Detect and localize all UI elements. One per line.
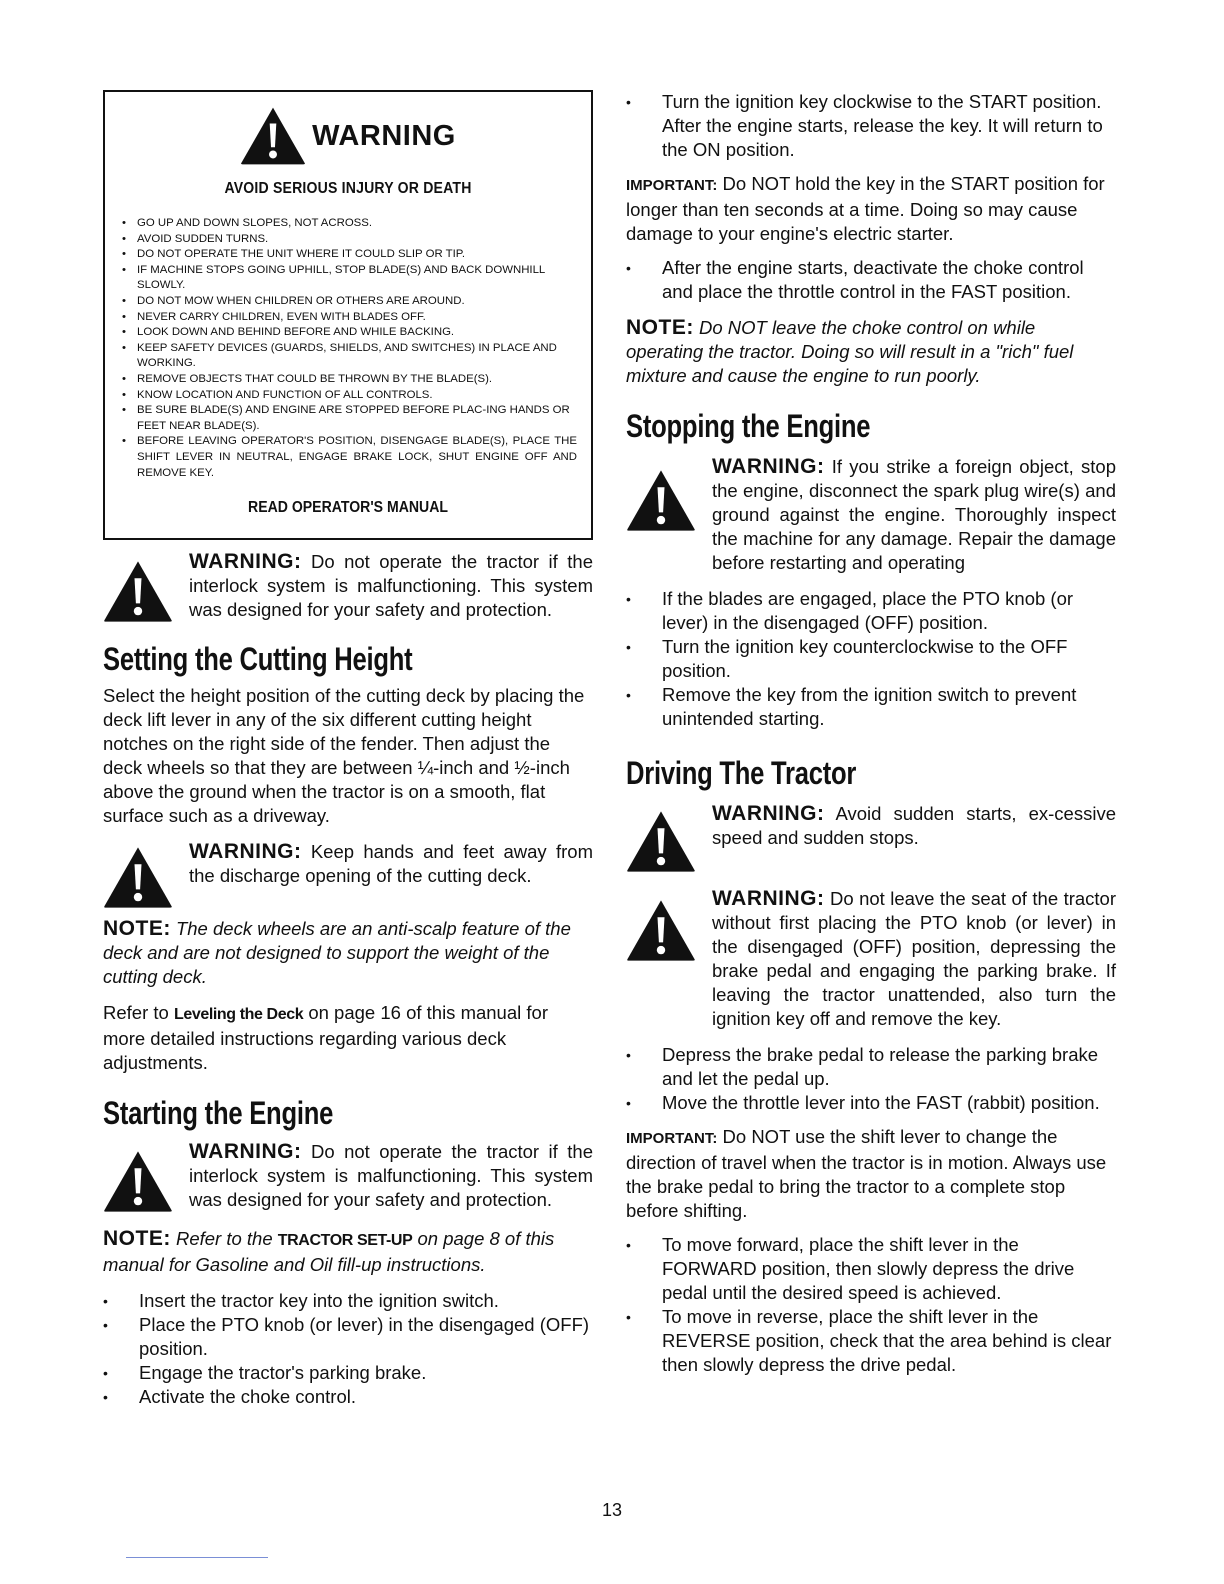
list-item: • DO NOT MOW WHEN CHILDREN OR OTHERS ARE AROUND. [119,294,577,310]
warning-box-header [119,106,577,166]
page-number: 13 [601,1500,623,1520]
choke-step [626,256,1116,304]
list-item: • REMOVE OBJECTS THAT COULD BE THROWN BY THE BLADE(S). [119,372,577,388]
list-item: • Turn the ignition key clockwise to the START position. After the engine starts, release the key. It will return to the ON position. [626,90,1116,162]
choke-note: NOTE: Do NOT leave the choke control on while operating the tractor. Doing so will result in a "rich" fuel mixture and cause the engine to run poorly. [626,316,1074,386]
warning-text: Do not operate the tractor if the interlock system is malfunctioning. This system was designed for your safety and protection. [189,551,593,620]
warning-triangle-icon [626,810,696,873]
list-item: • BEFORE LEAVING OPERATOR'S POSITION, DISENGAGE BLADE(S), PLACE THE SHIFT LEVER IN NEUTRAL, ENGAGE BRAKE LOCK, SHUT ENGINE OFF AND REMOVE KEY. [119,434,577,481]
section-heading-starting: Starting the Engine [103,1095,334,1131]
list-item: • Remove the key from the ignition switch to prevent unintended starting. [626,683,1116,731]
list-item: • To move forward, place the shift lever in the FORWARD position, then slowly depress the drive pedal until the desired speed is achieved. [626,1233,1116,1305]
direction-steps [626,1233,1116,1377]
warning-box-footer: READ OPERATOR'S MANUAL [248,499,448,517]
list-item: • IF MACHINE STOPS GOING UPHILL, STOP BLADE(S) AND BACK DOWNHILL SLOWLY. [119,263,577,294]
warning-label: WARNING: [189,550,302,573]
list-item: • BE SURE BLADE(S) AND ENGINE ARE STOPPED BEFORE PLAC-ING HANDS OR FEET NEAR BLADE(S). [119,403,577,434]
starting-warning [103,1140,593,1213]
important-start-note: IMPORTANT: Do NOT hold the key in the START position for longer than ten seconds at a time. Doing so may cause damage to your engine's electric starter. [626,173,1105,244]
important-label: IMPORTANT: [626,177,718,194]
warning-text: Do not operate the tractor if the interlock system is malfunctioning. This system was designed for your safety and protection. [189,1141,593,1210]
right-column [626,90,1116,1377]
interlock-warning [103,550,593,623]
foreign-object-warning: WARNING: If you strike a foreign object, stop the engine, disconnect the spark plug wire(s) and ground against the engine. Thoroughly inspect the machine for any damage. Repair the damage before restarting and operating [626,455,1116,575]
warning-triangle-icon [626,469,696,532]
section-heading-cutting-height: Setting the Cutting Height [103,641,413,677]
safety-warning-box [103,90,593,540]
warning-label: WARNING: [712,802,825,825]
warning-triangle-icon [103,560,173,623]
cutting-height-body: Select the height position of the cutting deck by placing the deck lift lever in any of the six different cutting height notches on the right side of the fender. Then adjust the deck wheels so that they are between ¼-inch and ½-inch above the ground when the tractor is on a smooth, flat surface such as a driveway. [103,685,585,826]
sudden-starts-warning: WARNING: Avoid sudden starts, ex-cessive speed and sudden stops. [626,802,1116,873]
list-item: • KNOW LOCATION AND FUNCTION OF ALL CONTROLS. [119,388,577,404]
start-key-step [626,90,1116,162]
warning-label: WARNING: [712,887,825,910]
warning-box-title: WARNING [312,119,456,152]
list-item: • Activate the choke control. [103,1385,593,1409]
list-item: • AVOID SUDDEN TURNS. [119,232,577,248]
warning-triangle-icon [103,846,173,909]
important-label: IMPORTANT: [626,1130,718,1147]
warning-label: WARNING: [189,840,302,863]
section-heading-driving: Driving The Tractor [626,755,857,791]
list-item: • GO UP AND DOWN SLOPES, NOT ACROSS. [119,216,577,232]
section-heading-stopping: Stopping the Engine [626,408,871,444]
starting-steps [103,1289,593,1409]
leave-seat-warning: WARNING: Do not leave the seat of the tractor without first placing the PTO knob (or lever) in the disengaged (OFF) position, depressing the brake pedal and engaging the parking brake. If leaving the tractor unattended, also turn the ignition key off and remove the key. [626,887,1116,1031]
list-item: • LOOK DOWN AND BEHIND BEFORE AND WHILE BACKING. [119,325,577,341]
warning-text: Keep hands and feet away from the discharge opening of the cutting deck. [189,841,593,886]
note-text: The deck wheels are an anti-scalp feature of the deck and are not designed to support the weight of the cutting deck. [103,918,571,987]
driving-steps [626,1043,1116,1115]
list-item: • If the blades are engaged, place the PTO knob (or lever) in the disengaged (OFF) position. [626,587,1116,635]
list-item: • Turn the ignition key counterclockwise to the OFF position. [626,635,1116,683]
note-label: NOTE: [103,917,171,940]
discharge-warning [103,840,593,909]
anti-scalp-note [103,917,593,989]
leveling-deck-link[interactable]: Leveling the Deck [173,1006,304,1023]
note-label: NOTE: [103,1227,171,1250]
warning-label: WARNING: [712,455,825,478]
warning-box-list [119,216,577,481]
warning-triangle-icon [103,1150,173,1213]
important-shift-note: IMPORTANT: Do NOT use the shift lever to change the direction of travel when the tractor is in motion. Always use the brake pedal to bring the tractor to a complete stop before shifting. [626,1126,1107,1221]
footer-rule [126,1557,268,1558]
stopping-steps [626,587,1116,731]
left-column [103,90,593,1409]
list-item: • Insert the tractor key into the ignition switch. [103,1289,593,1313]
warning-box-subtitle: AVOID SERIOUS INJURY OR DEATH [224,180,472,197]
list-item: • Engage the tractor's parking brake. [103,1361,593,1385]
warning-triangle-icon [240,106,306,166]
leveling-reference: Refer to Leveling the Deck on page 16 of this manual for more detailed instructions regarding various deck adjustments. [103,1002,548,1073]
list-item: • DO NOT OPERATE THE UNIT WHERE IT COULD SLIP OR TIP. [119,247,577,263]
list-item: • Depress the brake pedal to release the parking brake and let the pedal up. [626,1043,1116,1091]
note-label: NOTE: [626,316,694,339]
list-item: • Place the PTO knob (or lever) in the disengaged (OFF) position. [103,1313,593,1361]
warning-triangle-icon [626,899,696,962]
list-item: • To move in reverse, place the shift lever in the REVERSE position, check that the area behind is clear then slowly depress the drive pedal. [626,1305,1116,1377]
list-item: • Move the throttle lever into the FAST (rabbit) position. [626,1091,1116,1115]
list-item: • NEVER CARRY CHILDREN, EVEN WITH BLADES OFF. [119,310,577,326]
tractor-setup-link[interactable]: TRACTOR SET-UP [277,1232,413,1249]
list-item: • After the engine starts, deactivate the choke control and place the throttle control in the FAST position. [626,256,1116,304]
list-item: • KEEP SAFETY DEVICES (GUARDS, SHIELDS, AND SWITCHES) IN PLACE AND WORKING. [119,341,577,372]
setup-note: NOTE: Refer to the TRACTOR SET-UP on page 8 of this manual for Gasoline and Oil fill-up instructions. [103,1227,555,1275]
warning-label: WARNING: [189,1140,302,1163]
